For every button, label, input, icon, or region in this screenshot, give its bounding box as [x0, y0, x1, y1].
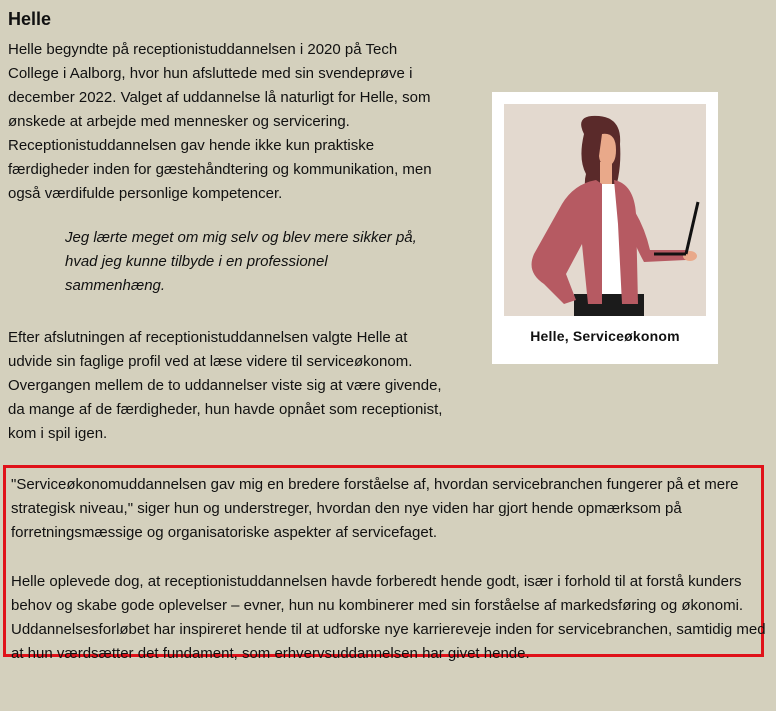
photo-caption: Helle, Serviceøkonom [530, 328, 680, 344]
highlighted-paragraph-1: "Serviceøkonomuddannelsen gav mig en bredere forståelse af, hvordan servicebranchen fungerer på et mere strategisk niveau," siger hun og understreger, hvordan den nye viden har gjort hende opmærksom på forretningsmæssige og organisatoriske aspekter af servicefaget. [11, 476, 739, 541]
portrait-illustration [504, 104, 706, 316]
highlighted-section [3, 465, 766, 662]
photo-card [492, 92, 718, 364]
article-heading: Helle [8, 9, 52, 29]
highlighted-paragraph-2: Helle oplevede dog, at receptionistuddannelsen havde forberedt hende godt, især i forhold til at forstå kunders behov og skabe gode oplevelser – evner, hun nu kombinerer med sin forståelse af markedsføring og økonomi. Uddannelsesforløbet har inspireret hende til at udforske nye karriereveje inden for servicebranchen, samtidig med at hun værdsætter det fundament, som erhvervsuddannelsen har givet hende. [11, 573, 766, 662]
intro-paragraph: Helle begyndte på receptionistuddannelsen i 2020 på Tech College i Aalborg, hvor hun afsluttede med sin svendeprøve i december 2022. Valget af uddannelse lå naturligt for Helle, som ønskede at arbejde med mennesker og servicering. Receptionistuddannelsen gav hende ikke kun praktiske færdigheder inden for gæstehåndtering og kommunikation, men også værdifulde personlige kompetencer. [8, 41, 432, 202]
woman-with-laptop-icon [504, 104, 706, 316]
pull-quote: Jeg lærte meget om mig selv og blev mere sikker på, hvad jeg kunne tilbyde i en professionel sammenhæng. [65, 229, 417, 294]
continuation-paragraph: Efter afslutningen af receptionistuddannelsen valgte Helle at udvide sin faglige profil ved at læse videre til serviceøkonom. Overgangen mellem de to uddannelser viste sig at være givende, da mange af de færdigheder, hun havde opnået som receptionist, kom i spil igen. [8, 329, 443, 442]
